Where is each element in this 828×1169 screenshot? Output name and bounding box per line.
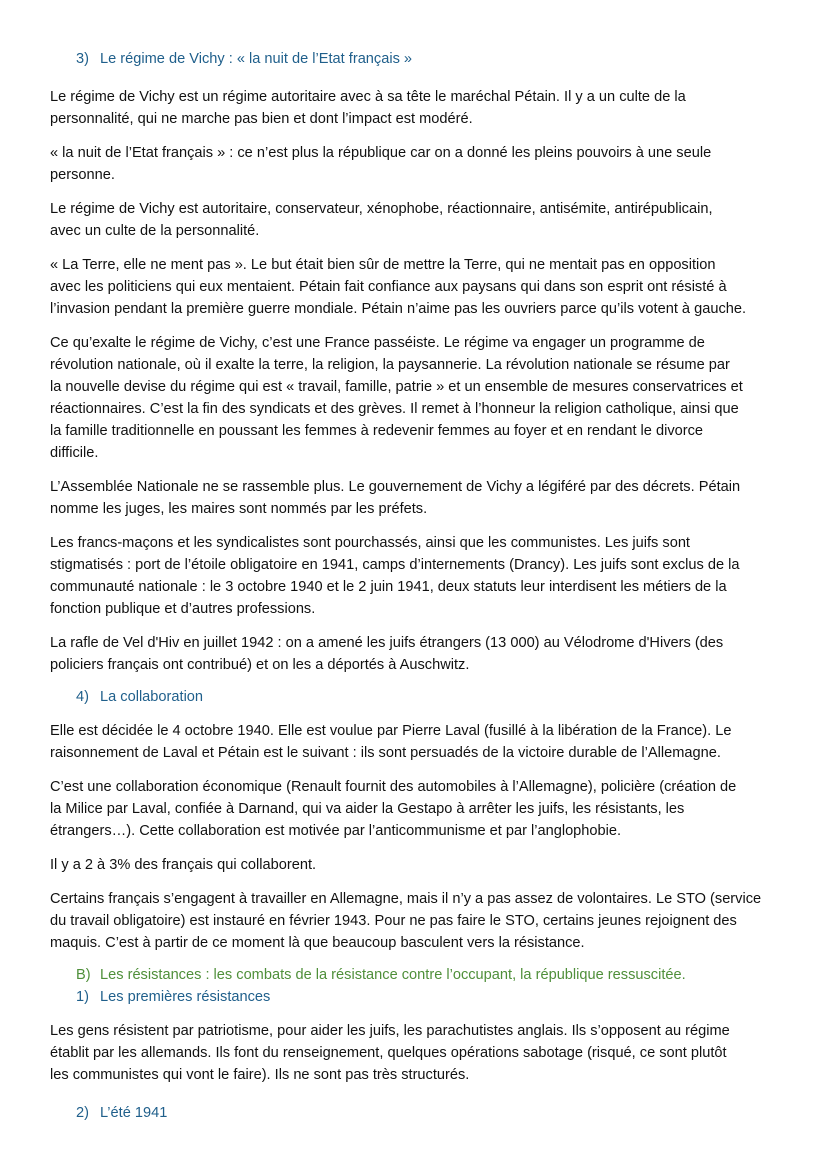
section-title: Les premières résistances (100, 989, 271, 1005)
section-number: B) (76, 967, 91, 983)
paragraph (50, 632, 778, 676)
paragraph-line: l’invasion pendant la première guerre mondiale. Pétain n’aime pas les ouvriers parce qu’ils votent à gauche. (50, 301, 747, 317)
paragraph (50, 532, 778, 620)
section-number: 3) (76, 51, 89, 67)
paragraph-line: maquis. C’est à partir de ce moment là que beaucoup basculent vers la résistance. (50, 935, 585, 951)
paragraph-line: fonction publique et d’autres professions. (50, 601, 316, 617)
paragraph-line: Il y a 2 à 3% des français qui collaborent. (50, 857, 317, 873)
paragraph-line: nomme les juges, les maires sont nommés par les préfets. (50, 501, 428, 517)
paragraph-line: Le régime de Vichy est un régime autoritaire avec à sa tête le maréchal Pétain. Il y a un culte de la (50, 89, 686, 105)
section-heading-collaboration (50, 686, 778, 708)
paragraph-line: la Milice par Laval, confiée à Darnand, qui va aider la Gestapo à arrêter les juifs, les résistants, les (50, 801, 685, 817)
paragraph (50, 888, 778, 954)
section-title: La collaboration (100, 689, 204, 705)
paragraph-line: Certains français s’engagent à travailler en Allemagne, mais il n’y a pas assez de volontaires. Le STO (service (50, 891, 762, 907)
paragraph-line: la nouvelle devise du régime qui est « travail, famille, patrie » et un ensemble de mesures conservatrices et (50, 379, 743, 395)
paragraph-line: communauté nationale : le 3 octobre 1940 et le 2 juin 1941, deux statuts leur interdisent les métiers de la (50, 579, 727, 595)
paragraph-line: la famille traditionnelle en poussant les femmes à redevenir femmes au foyer et en rendant le divorce (50, 423, 704, 439)
section-number: 1) (76, 989, 89, 1005)
paragraph-line: Les gens résistent par patriotisme, pour aider les juifs, les parachutistes anglais. Ils s’opposent au régime (50, 1023, 730, 1039)
paragraph-line: Les francs-maçons et les syndicalistes sont pourchassés, ainsi que les communistes. Les juifs sont (50, 535, 690, 551)
paragraph-line: « la nuit de l’Etat français » : ce n’est plus la république car on a donné les pleins pouvoirs à une seule (50, 145, 712, 161)
paragraph-line: du travail obligatoire) est instauré en février 1943. Pour ne pas faire le STO, certains jeunes rejoignent des (50, 913, 737, 929)
section-heading-vichy (50, 48, 778, 70)
paragraph-line: stigmatisés : port de l’étoile obligatoire en 1941, camps d’internements (Drancy). Les juifs sont exclus de la (50, 557, 740, 573)
paragraph (50, 720, 778, 764)
paragraph-line: Ce qu’exalte le régime de Vichy, c’est une France passéiste. Le régime va engager un programme de (50, 335, 705, 351)
paragraph-line: La rafle de Vel d'Hiv en juillet 1942 : on a amené les juifs étrangers (13 000) au Vélodrome d'Hivers (des (50, 635, 724, 651)
paragraph-line: raisonnement de Laval et Pétain est le suivant : ils sont persuadés de la victoire durable de l’Allemagne. (50, 745, 721, 761)
paragraph-line: difficile. (50, 445, 99, 461)
section-heading-ete-1941 (50, 1102, 778, 1124)
paragraph-line: étrangers…). Cette collaboration est motivée par l’anticommunisme et par l’anglophobie. (50, 823, 622, 839)
paragraph-line: C’est une collaboration économique (Renault fournit des automobiles à l’Allemagne), policière (création de (50, 779, 737, 795)
paragraph (50, 198, 778, 242)
paragraph-line: « La Terre, elle ne ment pas ». Le but était bien sûr de mettre la Terre, qui ne mentait pas en opposition (50, 257, 716, 273)
paragraph-line: Le régime de Vichy est autoritaire, conservateur, xénophobe, réactionnaire, antisémite, antirépublicain, (50, 201, 713, 217)
section-heading-premieres-resistances (50, 986, 778, 1008)
paragraph-line: les communistes qui vont le faire). Ils ne sont pas très structurés. (50, 1067, 470, 1083)
paragraph (50, 332, 778, 464)
section-title: L’été 1941 (100, 1105, 168, 1121)
paragraph-line: personne. (50, 167, 115, 183)
section-title: Les résistances : les combats de la résistance contre l’occupant, la république ressuscitée. (100, 967, 686, 983)
paragraph (50, 854, 778, 876)
paragraph-line: personnalité, qui ne marche pas bien et dont l’impact est modéré. (50, 111, 473, 127)
paragraph-line: Elle est décidée le 4 octobre 1940. Elle est voulue par Pierre Laval (fusillé à la libération de la France). Le (50, 723, 732, 739)
paragraph (50, 142, 778, 186)
section-title: Le régime de Vichy : « la nuit de l’Etat français » (100, 51, 413, 67)
paragraph-line: L’Assemblée Nationale ne se rassemble plus. Le gouvernement de Vichy a légiféré par des décrets. Pétain (50, 479, 741, 495)
paragraph (50, 254, 778, 320)
paragraph (50, 1020, 778, 1086)
section-number: 2) (76, 1105, 89, 1121)
section-number: 4) (76, 689, 89, 705)
paragraph-line: avec un culte de la personnalité. (50, 223, 260, 239)
paragraph (50, 776, 778, 842)
paragraph-line: établit par les allemands. Ils font du renseignement, quelques opérations sabotage (risqué, ce sont plutôt (50, 1045, 727, 1061)
paragraph (50, 86, 778, 130)
paragraph-line: révolution nationale, où il exalte la terre, la religion, la paysannerie. La révolution nationale se résume par (50, 357, 730, 373)
paragraph-line: policiers français ont contribué) et on les a déportés à Auschwitz. (50, 657, 470, 673)
paragraph-line: réactionnaires. C’est la fin des syndicats et des grèves. Il remet à l’honneur la religion catholique, ainsi que (50, 401, 739, 417)
paragraph-line: avec les politiciens qui eux mentaient. Pétain fait confiance aux paysans qui dans son esprit ont résisté à (50, 279, 727, 295)
paragraph (50, 476, 778, 520)
section-heading-resistances (50, 964, 778, 986)
